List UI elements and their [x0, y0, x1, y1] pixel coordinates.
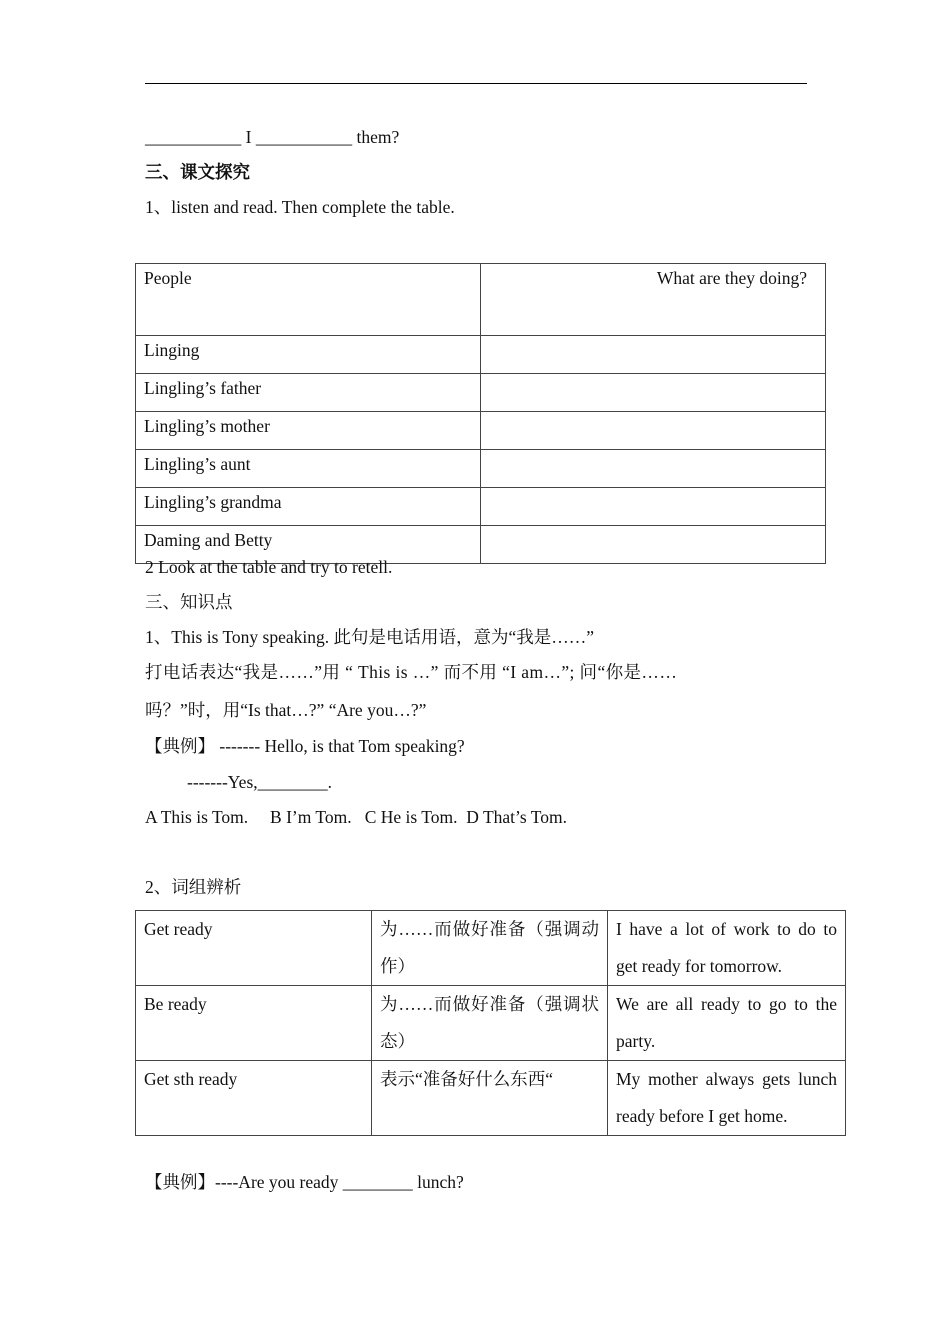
doing-cell[interactable]: [481, 412, 826, 450]
table-row: [136, 412, 826, 450]
table-row: [136, 488, 826, 526]
point-1-line-1: 1、This is Tony speaking. 此句是电话用语，意为“我是……”: [145, 627, 595, 647]
people-cell: Lingling’s mother: [136, 412, 481, 450]
phrase-cell: Get ready: [136, 911, 372, 986]
doing-cell[interactable]: [481, 336, 826, 374]
doing-cell[interactable]: [481, 526, 826, 564]
people-cell: Daming and Betty: [136, 526, 481, 564]
people-cell: Lingling’s aunt: [136, 450, 481, 488]
example-cell: We are all ready to go to the party.: [608, 986, 846, 1061]
example-1-question: 【典例】 ------- Hello, is that Tom speaking?: [145, 736, 465, 756]
table-row: [136, 1061, 846, 1136]
table-row: [136, 986, 846, 1061]
example-cell: My mother always gets lunch ready before I get home.: [608, 1061, 846, 1136]
knowledge-section-title: 三、知识点: [145, 592, 233, 612]
table-row: [136, 450, 826, 488]
phrase-cell: Get sth ready: [136, 1061, 372, 1136]
people-activity-table: [135, 263, 826, 564]
doing-cell[interactable]: [481, 374, 826, 412]
table-header-row: [136, 264, 826, 336]
meaning-cell: 表示“准备好什么东西“: [372, 1061, 608, 1136]
header-people: People: [136, 264, 481, 336]
doing-cell[interactable]: [481, 488, 826, 526]
fill-in-line: ___________ I ___________ them?: [145, 127, 400, 147]
doing-cell[interactable]: [481, 450, 826, 488]
people-cell: Linging: [136, 336, 481, 374]
table-row: [136, 911, 846, 986]
section-title-text-study: 三、课文探究: [145, 162, 250, 182]
point-1-line-2: 打电话表达“我是……”用 “ This is …” 而不用 “I am…”; 问“你是……: [145, 662, 678, 682]
example-cell: I have a lot of work to do to get ready for tomorrow.: [608, 911, 846, 986]
point-1-line-3: 吗？”时，用“Is that…?” “Are you…?”: [145, 700, 427, 720]
table-row: [136, 336, 826, 374]
phrase-cell: Be ready: [136, 986, 372, 1061]
phrase-comparison-table: [135, 910, 846, 1136]
header-doing: What are they doing?: [481, 264, 826, 336]
people-cell: Lingling’s grandma: [136, 488, 481, 526]
task-1-instruction: 1、listen and read. Then complete the table.: [145, 197, 455, 217]
meaning-cell: 为……而做好准备（强调状态）: [372, 986, 608, 1061]
task-2-instruction: 2 Look at the table and try to retell.: [145, 557, 393, 577]
people-cell: Lingling’s father: [136, 374, 481, 412]
example-1-answer: -------Yes,________.: [187, 772, 333, 792]
table-row: [136, 374, 826, 412]
meaning-cell: 为……而做好准备（强调动作）: [372, 911, 608, 986]
top-rule: [145, 83, 807, 84]
point-2-title: 2、词组辨析: [145, 877, 242, 897]
example-1-options: A This is Tom. B I’m Tom. C He is Tom. D That’s Tom.: [145, 807, 567, 827]
example-2-question: 【典例】----Are you ready ________ lunch?: [145, 1172, 464, 1192]
